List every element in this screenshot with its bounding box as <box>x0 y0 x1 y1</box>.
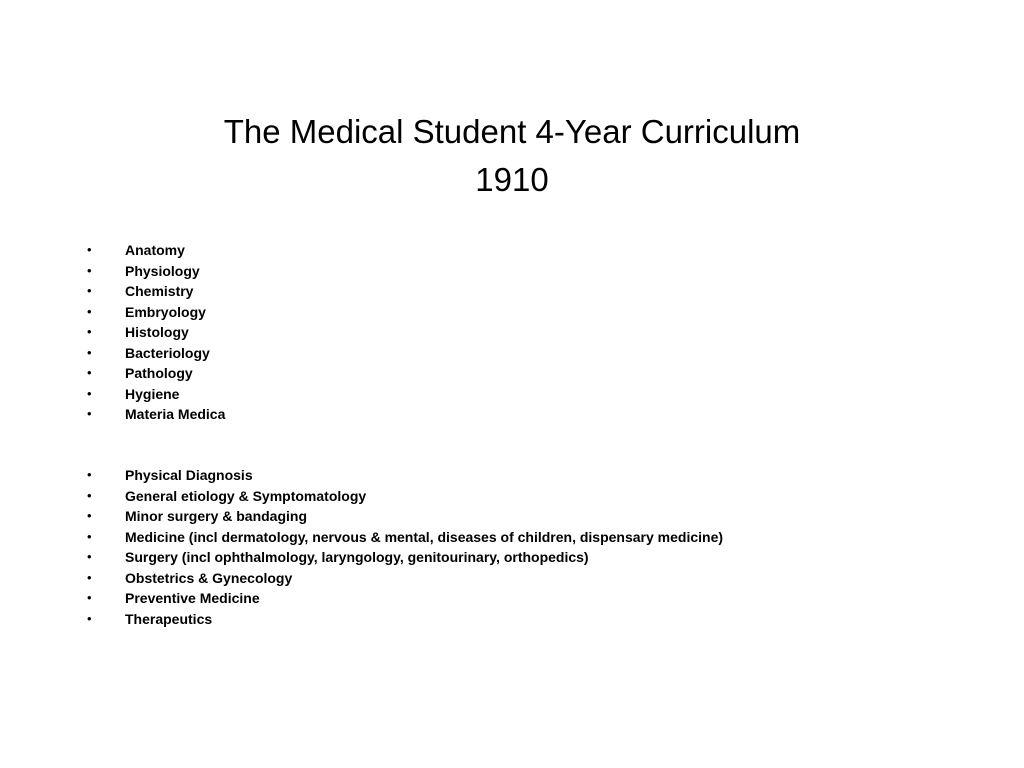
list-item-label: Minor surgery & bandaging <box>125 508 308 524</box>
list-item <box>0 506 1024 527</box>
bullet-icon: • <box>87 324 92 339</box>
list-item-label: Histology <box>125 324 189 340</box>
list-item-label: Medicine (incl dermatology, nervous & mental, diseases of children, dispensary medicine) <box>125 528 724 545</box>
list-item-label: Anatomy <box>125 242 185 258</box>
list-item-label: General etiology & Symptomatology <box>125 487 367 504</box>
bullet-list-clinical <box>0 465 1024 629</box>
list-item-label: Obstetrics & Gynecology <box>125 569 293 586</box>
list-item-label: Embryology <box>125 303 206 320</box>
bullet-icon: • <box>87 610 92 626</box>
bullet-icon: • <box>87 406 92 421</box>
bullet-icon: • <box>87 242 92 257</box>
list-item <box>0 486 1024 507</box>
list-item-label: Pathology <box>125 365 193 381</box>
list-item <box>0 404 1024 425</box>
list-item-label: Bacteriology <box>125 344 210 361</box>
list-item <box>0 363 1024 384</box>
bullet-icon: • <box>87 549 92 564</box>
list-item <box>0 588 1024 609</box>
bullet-icon: • <box>87 569 92 585</box>
bullet-icon: • <box>87 385 92 401</box>
list-item-label: Chemistry <box>125 283 194 299</box>
list-item <box>0 261 1024 282</box>
list-item <box>0 281 1024 302</box>
list-item-label: Materia Medica <box>125 406 226 422</box>
list-item-label: Surgery (incl ophthalmology, laryngology, genitourinary, orthopedics) <box>125 549 589 565</box>
list-item-label: Physical Diagnosis <box>125 467 253 483</box>
bullet-icon: • <box>87 508 92 523</box>
bullet-icon: • <box>87 303 92 319</box>
list-item <box>0 568 1024 589</box>
list-item-label: Physiology <box>125 262 200 279</box>
bullet-list-basic-sciences <box>0 240 1024 425</box>
list-item-label: Therapeutics <box>125 610 213 627</box>
bullet-icon: • <box>87 283 92 298</box>
bullet-icon: • <box>87 365 92 380</box>
list-item-label: Hygiene <box>125 385 180 402</box>
bullet-icon: • <box>87 467 92 482</box>
title-line-year: 1910 <box>475 161 549 199</box>
title-line-main: The Medical Student 4-Year Curriculum <box>223 113 801 151</box>
bullet-icon: • <box>87 487 92 503</box>
bullet-icon: • <box>87 262 92 278</box>
list-item <box>0 343 1024 364</box>
bullet-icon: • <box>87 528 92 544</box>
bullet-icon: • <box>87 590 92 605</box>
list-item <box>0 384 1024 405</box>
list-item <box>0 322 1024 343</box>
list-item-label: Preventive Medicine <box>125 590 260 606</box>
list-item <box>0 240 1024 261</box>
list-item <box>0 609 1024 630</box>
slide-title <box>0 108 1024 204</box>
list-item <box>0 465 1024 486</box>
list-item <box>0 547 1024 568</box>
bullet-icon: • <box>87 344 92 360</box>
list-item <box>0 527 1024 548</box>
list-item <box>0 302 1024 323</box>
